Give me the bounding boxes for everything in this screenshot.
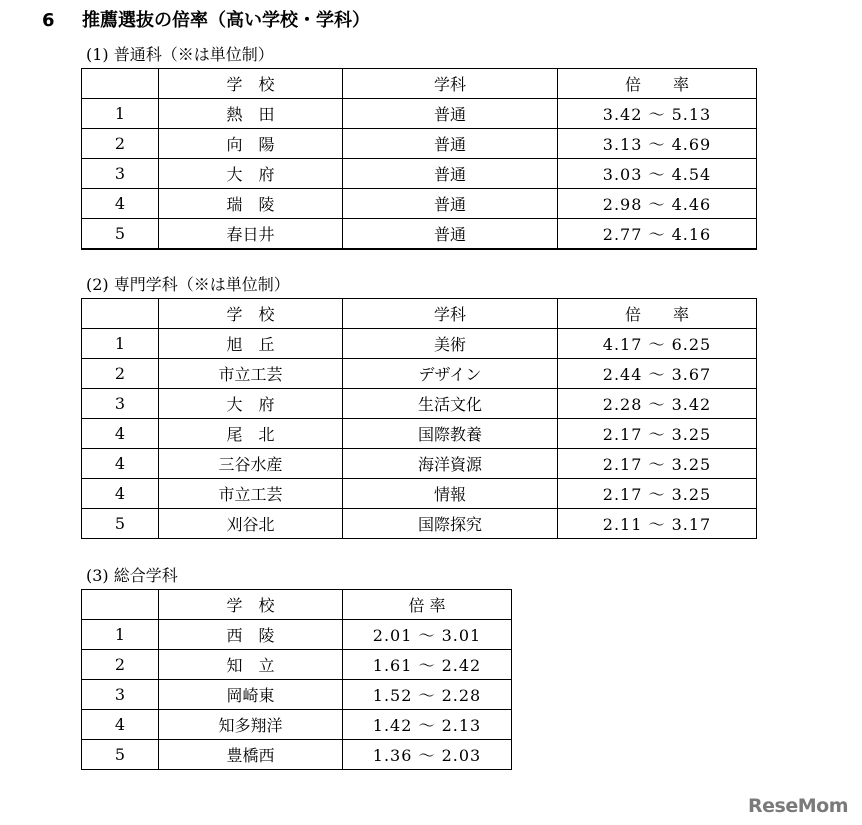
header-course: 学科: [343, 69, 558, 99]
resemom-logo: ReseMom: [748, 795, 848, 817]
rank-cell: 2: [82, 129, 159, 159]
course-cell: 国際探究: [343, 509, 558, 539]
header-rank: [82, 590, 159, 620]
table-row: [82, 449, 757, 479]
rate-cell: 1.42 ～ 2.13: [343, 710, 512, 740]
rank-cell: 3: [82, 389, 159, 419]
rank-cell: 1: [82, 620, 159, 650]
rate-cell: 4.17 ～ 6.25: [558, 329, 757, 359]
school-cell: 三谷水産: [159, 449, 343, 479]
course-cell: 生活文化: [343, 389, 558, 419]
header-rank: [82, 299, 159, 329]
school-cell: 尾 北: [159, 419, 343, 449]
table-row: [82, 329, 757, 359]
table-row: [82, 99, 757, 129]
rate-cell: 2.44 ～ 3.67: [558, 359, 757, 389]
general-course-table: [81, 68, 757, 250]
heading-title: 推薦選抜の倍率（高い学校・学科）: [82, 10, 370, 31]
course-cell: 国際教養: [343, 419, 558, 449]
table-row: [82, 359, 757, 389]
school-cell: 刈谷北: [159, 509, 343, 539]
table-row: [82, 650, 512, 680]
rate-cell: 2.17 ～ 3.25: [558, 419, 757, 449]
rate-cell: 2.28 ～ 3.42: [558, 389, 757, 419]
rate-cell: 1.52 ～ 2.28: [343, 680, 512, 710]
course-cell: 情報: [343, 479, 558, 509]
rate-cell: 3.13 ～ 4.69: [558, 129, 757, 159]
specialized-course-table: [81, 298, 757, 539]
rank-cell: 3: [82, 680, 159, 710]
table-header-row: [82, 69, 757, 99]
school-cell: 市立工芸: [159, 479, 343, 509]
table-row: [82, 189, 757, 219]
rate-cell: 2.17 ～ 3.25: [558, 479, 757, 509]
rank-cell: 2: [82, 359, 159, 389]
rate-cell: 2.11 ～ 3.17: [558, 509, 757, 539]
school-cell: 熱 田: [159, 99, 343, 129]
school-cell: 瑞 陵: [159, 189, 343, 219]
header-rate: 倍 率: [558, 299, 757, 329]
rank-cell: 5: [82, 509, 159, 539]
section3-title: (3) 総合学科: [86, 566, 178, 585]
integrated-course-table: [81, 589, 512, 770]
rank-cell: 2: [82, 650, 159, 680]
rank-cell: 4: [82, 449, 159, 479]
table-row: [82, 389, 757, 419]
rate-cell: 3.42 ～ 5.13: [558, 99, 757, 129]
rank-cell: 4: [82, 479, 159, 509]
course-cell: 普通: [343, 159, 558, 189]
rank-cell: 5: [82, 740, 159, 770]
school-cell: 岡崎東: [159, 680, 343, 710]
header-school: 学 校: [159, 69, 343, 99]
rate-cell: 2.77 ～ 4.16: [558, 219, 757, 250]
course-cell: 美術: [343, 329, 558, 359]
school-cell: 大 府: [159, 389, 343, 419]
table-row: [82, 740, 512, 770]
table-row: [82, 129, 757, 159]
school-cell: 知多翔洋: [159, 710, 343, 740]
header-course: 学科: [343, 299, 558, 329]
header-rank: [82, 69, 159, 99]
course-cell: 普通: [343, 129, 558, 159]
rank-cell: 1: [82, 99, 159, 129]
header-school: 学 校: [159, 590, 343, 620]
rate-cell: 2.98 ～ 4.46: [558, 189, 757, 219]
section1-title: (1) 普通科（※は単位制）: [86, 45, 274, 64]
rank-cell: 3: [82, 159, 159, 189]
table-row: [82, 479, 757, 509]
page-heading: [42, 6, 370, 32]
table-row: [82, 509, 757, 539]
table-row: [82, 419, 757, 449]
school-cell: 西 陵: [159, 620, 343, 650]
rate-cell: 2.01 ～ 3.01: [343, 620, 512, 650]
school-cell: 市立工芸: [159, 359, 343, 389]
rank-cell: 5: [82, 219, 159, 250]
school-cell: 豊橋西: [159, 740, 343, 770]
course-cell: 普通: [343, 99, 558, 129]
rank-cell: 1: [82, 329, 159, 359]
header-rate: 倍 率: [343, 590, 512, 620]
course-cell: 海洋資源: [343, 449, 558, 479]
rate-cell: 1.61 ～ 2.42: [343, 650, 512, 680]
table-header-row: [82, 299, 757, 329]
rank-cell: 4: [82, 419, 159, 449]
rate-cell: 3.03 ～ 4.54: [558, 159, 757, 189]
heading-number: 6: [42, 10, 55, 31]
school-cell: 向 陽: [159, 129, 343, 159]
school-cell: 春日井: [159, 219, 343, 250]
course-cell: デザイン: [343, 359, 558, 389]
course-cell: 普通: [343, 189, 558, 219]
school-cell: 旭 丘: [159, 329, 343, 359]
table-row: [82, 680, 512, 710]
table-row: [82, 159, 757, 189]
school-cell: 知 立: [159, 650, 343, 680]
table-header-row: [82, 590, 512, 620]
rank-cell: 4: [82, 710, 159, 740]
table-row: [82, 620, 512, 650]
section2-title: (2) 専門学科（※は単位制）: [86, 275, 290, 294]
school-cell: 大 府: [159, 159, 343, 189]
table-row: [82, 710, 512, 740]
rate-cell: 1.36 ～ 2.03: [343, 740, 512, 770]
table-row: [82, 219, 757, 250]
header-rate: 倍 率: [558, 69, 757, 99]
course-cell: 普通: [343, 219, 558, 250]
header-school: 学 校: [159, 299, 343, 329]
rank-cell: 4: [82, 189, 159, 219]
rate-cell: 2.17 ～ 3.25: [558, 449, 757, 479]
